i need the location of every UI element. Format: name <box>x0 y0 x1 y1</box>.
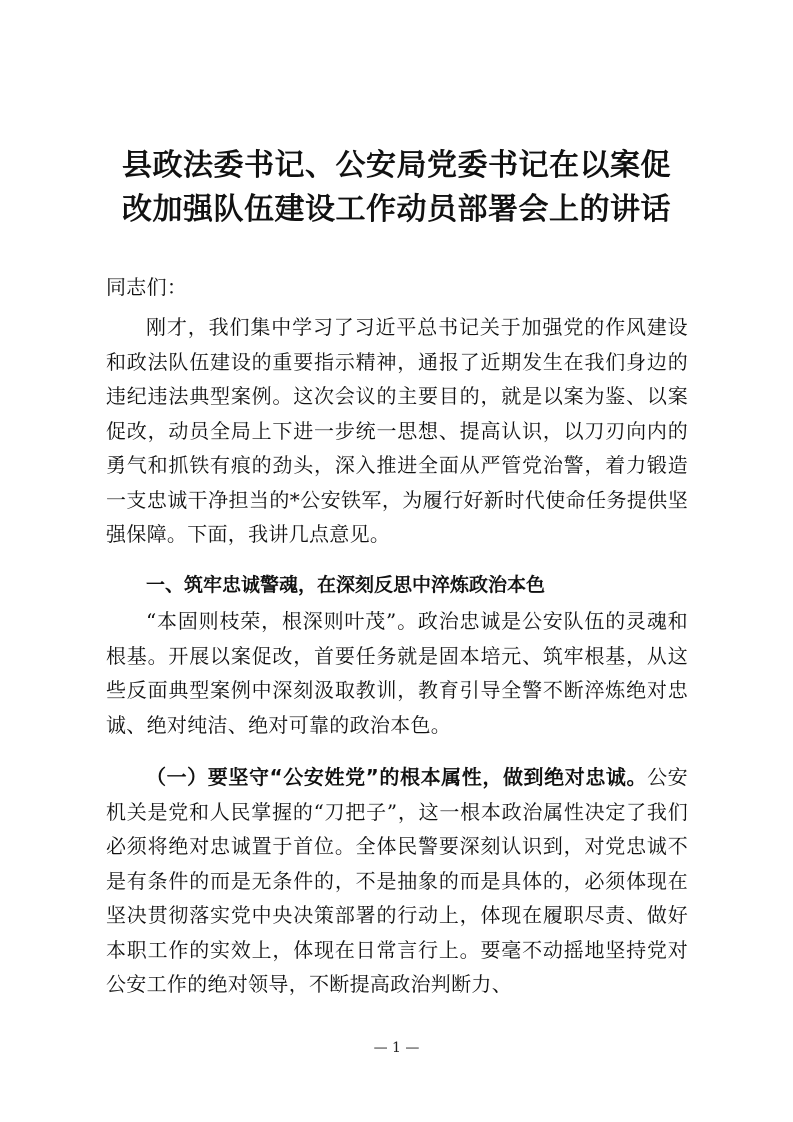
section-heading-1: 一、筑牢忠诚警魂，在深刻反思中淬炼政治本色 <box>146 574 546 596</box>
paragraph-intro: 刚才，我们集中学习了习近平总书记关于加强党的作风建设和政法队伍建设的重要指示精神，通报了近期发生在我们身边的违纪违法典型案例。这次会议的主要目的，就是以案为鉴、以案促改，动员全局上下进一步统一思想、提高认识，以刀刃向内的勇气和抓铁有痕的劲头，深入推进全面从严管党治警，着力锻造一支忠诚干净担当的*公安铁军，为履行好新时代使命任务提供坚强保障。下面，我讲几点意见。 <box>106 315 688 546</box>
page-number: — 1 — <box>373 1040 420 1056</box>
paragraph-section-1: “本固则枝荣，根深则叶茂”。政治忠诚是公安队伍的灵魂和根基。开展以案促改，首要任务就是固本培元、筑牢根基，从这些反面典型案例中深刻汲取教训，教育引导全警不断淬炼绝对忠诚、绝对纯洁、绝对可靠的政治本色。 <box>106 609 688 737</box>
salutation: 同志们： <box>106 275 188 299</box>
document-title-line-1: 县政法委书记、公安局党委书记在以案促 <box>122 148 671 183</box>
paragraph-subsection-1 <box>106 760 688 1002</box>
subsection-body-1: 公安机关是党和人民掌握的“刀把子”，这一根本政治属性决定了我们必须将绝对忠诚置于首位。全体民警要深刻认识到，对党忠诚不是有条件的而是无条件的，不是抽象的而是具体的，必须体现在坚决贯彻落实党中央决策部署的行动上，体现在履职尽责、做好本职工作的实效上，体现在日常言行上。要毫不动摇地坚持党对公安工作的绝对领导，不断提高政治判断力、 <box>106 765 688 996</box>
document-title-line-2: 改加强队伍建设工作动员部署会上的讲话 <box>122 192 671 227</box>
subsection-heading-1: （一）要坚守“公安姓党”的根本属性，做到绝对忠诚。 <box>146 765 648 789</box>
